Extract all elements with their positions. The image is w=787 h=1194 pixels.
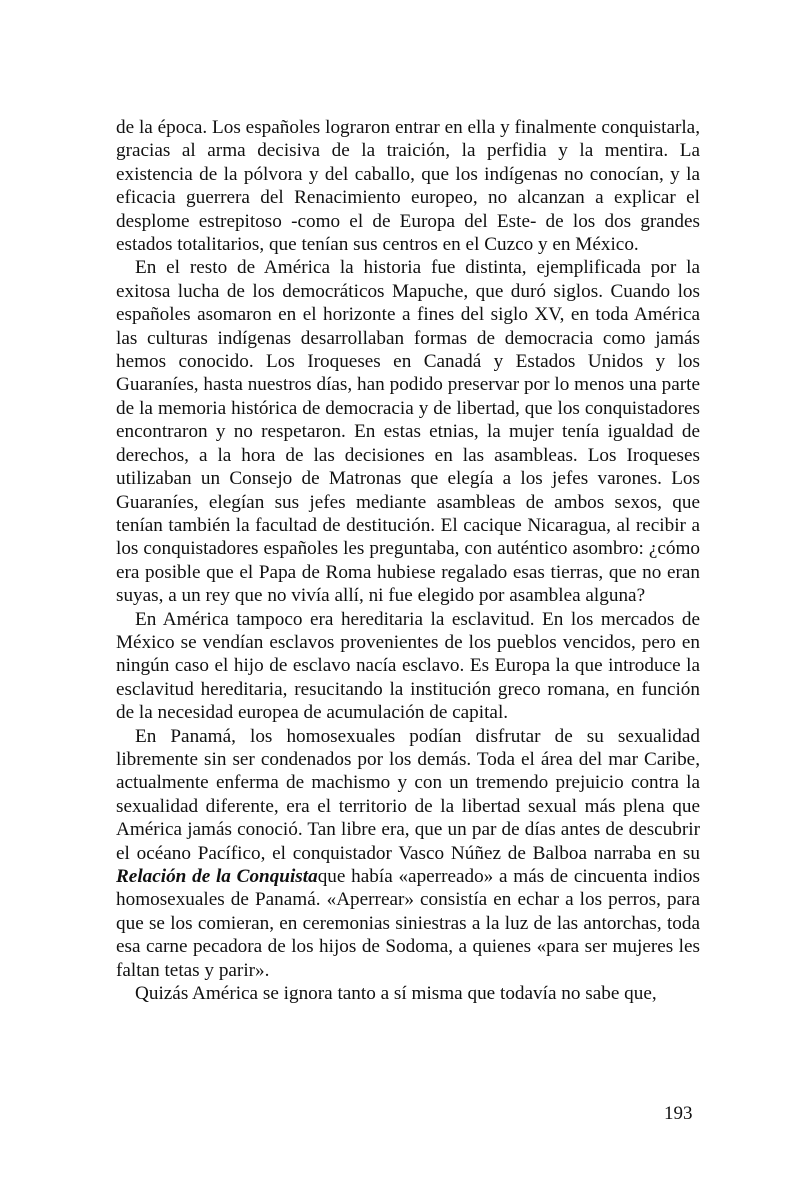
paragraph-text: que había «aperreado» a más de cincuenta indios homosexuales de Panamá. «Aperrear» consistía en echar a los perros, para que se los comieran, en ceremonias siniestras a la luz de las antorchas, toda esa carne pecadora de los hijos de Sodoma, a quienes «para ser mujeres les faltan tetas y parir». bbox=[116, 866, 700, 981]
paragraph-text: En Panamá, los homosexuales podían disfrutar de su sexualidad libremente sin ser condenados por los demás. Toda el área del mar Caribe, actualmente enferma de machismo y con un tremendo prejuicio contra la sexualidad diferente, era el territorio de la libertad sexual más plena que América jamás conoció. Tan libre era, que un par de días antes de descubrir el océano Pacífico, el conquistador Vasco Núñez de Balboa narraba en su bbox=[116, 725, 700, 864]
page-number: 193 bbox=[664, 1103, 693, 1124]
paragraph: de la época. Los españoles lograron entrar en ella y finalmente conquistarla, gracias al arma decisiva de la traición, la perfidia y la mentira. La existencia de la pólvora y del caballo, que los indígenas no conocían, y la eficacia guerrera del Renacimiento europeo, no alcanzan a explicar el desplome estrepitoso -como el de Europa del Este- de los dos grandes estados totalitarios, que tenían sus centros en el Cuzco y en México. bbox=[116, 117, 700, 256]
paragraph: En América tampoco era hereditaria la esclavitud. En los mercados de México se vendían esclavos provenientes de los pueblos vencidos, pero en ningún caso el hijo de esclavo nacía esclavo. Es Europa la que introduce la esclavitud hereditaria, resucitando la institución greco romana, en función de la necesidad europea de acumulación de capital. bbox=[116, 608, 700, 724]
page-body bbox=[116, 116, 700, 1005]
book-title: Relación de la Conquista bbox=[116, 866, 318, 887]
paragraph: En el resto de América la historia fue distinta, ejemplificada por la exitosa lucha de los democráticos Mapuche, que duró siglos. Cuando los españoles asomaron en el horizonte a fines del siglo XV, en toda América las culturas indígenas desarrollaban formas de democracia como jamás hemos conocido. Los Iroqueses en Canadá y Estados Unidos y los Guaraníes, hasta nuestros días, han podido preservar por lo menos una parte de la memoria histórica de democracia y de libertad, que los conquistadores encontraron y no respetaron. En estas etnias, la mujer tenía igualdad de derechos, a la hora de las decisiones en las asambleas. Los Iroqueses utilizaban un Consejo de Matronas que elegía a los jefes varones. Los Guaraníes, elegían sus jefes mediante asambleas de ambos sexos, que tenían también la facultad de destitución. El cacique Nicaragua, al recibir a los conquistadores españoles les preguntaba, con auténtico asombro: ¿cómo era posible que el Papa de Roma hubiese regalado esas tierras, que no eran suyas, a un rey que no vivía allí, ni fue elegido por asamblea alguna? bbox=[116, 257, 700, 607]
paragraph: Quizás América se ignora tanto a sí misma que todavía no sabe que, bbox=[135, 983, 657, 1005]
paragraph bbox=[116, 725, 700, 982]
